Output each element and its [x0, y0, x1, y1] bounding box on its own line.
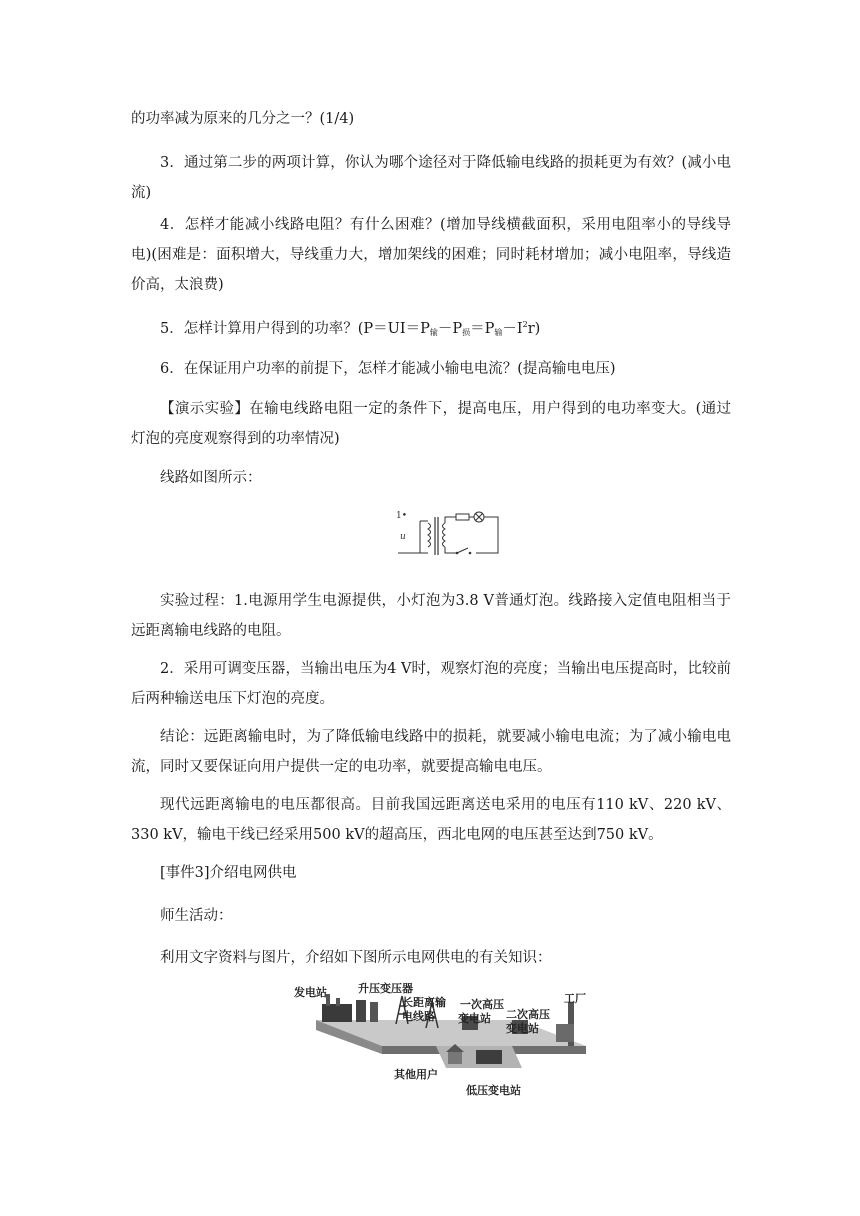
- paragraph-demo-experiment: 【演示实验】在输电线路电阻一定的条件下，提高电压，用户得到的电功率变大。(通过灯泡的亮度观察得到的功率情况): [131, 401, 731, 447]
- secondary-coil: [443, 523, 446, 547]
- paragraph-activity: 师生活动：: [160, 908, 233, 924]
- switch-contact: [469, 552, 472, 555]
- paragraph-step-2: 2．采用可调变压器，当输出电压为4 V时，观察灯泡的亮度；当输出电压提高时，比较前后两种输送电压下灯泡的亮度。: [131, 661, 731, 707]
- circuit-label-top: 1•: [396, 511, 408, 521]
- label-secondary-substation-2: 变电站: [506, 1022, 539, 1035]
- resistor: [456, 514, 469, 520]
- primary-coil: [428, 523, 431, 547]
- chimney-icon: [336, 998, 340, 1006]
- circuit-diagram: [394, 507, 506, 569]
- label-low-voltage-substation: 低压变电站: [466, 1084, 521, 1097]
- paragraph-question-3: 3．通过第二步的两项计算，你认为哪个途径对于降低输电线路的损耗更为有效？(减小电流): [131, 155, 731, 201]
- paragraph-question-5: 5．怎样计算用户得到的功率？$(P=UI=P_输-P_损=P_输-I^2r)$: [160, 320, 541, 337]
- paragraph-question-4: 4．怎样才能减小线路电阻？有什么困难？(增加导线横截面积，采用电阻率小的导线导电)(困难是：面积增大，导线重力大，增加架线的困难；同时耗材增加；减小电阻率，导线造价高，太浪费): [131, 217, 731, 293]
- factory-icon: [556, 1024, 574, 1042]
- paragraph-event-3: [事件3]介绍电网供电: [160, 865, 297, 881]
- step-up-transformer-icon: [356, 1000, 366, 1022]
- label-factory: 工厂: [564, 992, 586, 1005]
- paragraph-1: 的功率减为原来的几分之一？(1/4): [131, 111, 355, 127]
- paragraph-question-6: 6．在保证用户功率的前提下，怎样才能减小输电电流？(提高输电电压): [160, 361, 616, 377]
- house-icon: [448, 1052, 462, 1064]
- top-wire-left: [445, 517, 456, 523]
- power-grid-illustration: [286, 980, 586, 1102]
- label-step-up-transformer: 升压变压器: [358, 982, 413, 995]
- label-other-users: 其他用户: [394, 1068, 438, 1081]
- label-power-plant: 发电站: [294, 986, 327, 999]
- label-long-line-2: 电线路: [402, 1010, 435, 1023]
- label-primary-substation-2: 变电站: [458, 1012, 491, 1025]
- switch-icon: [457, 548, 468, 553]
- low-voltage-substation-icon: [476, 1050, 502, 1064]
- paragraph-grid-intro: 利用文字资料与图片，介绍如下图所示电网供电的有关知识：: [160, 950, 552, 966]
- step-up-transformer-icon: [370, 1002, 378, 1022]
- label-secondary-substation-1: 二次高压: [506, 1008, 550, 1021]
- paragraph-conclusion: 结论：远距离输电时，为了降低输电线路中的损耗，就要减小输电电流；为了减小输电电流，同时又要保证向用户提供一定的电功率，就要提高输电电压。: [131, 729, 731, 775]
- circuit-label-mid: u: [400, 532, 406, 542]
- paragraph-experiment-process: 实验过程：1.电源用学生电源提供，小灯泡为3.8 V普通灯泡。线路接入定值电阻相当于远距离输电线路的电阻。: [131, 593, 731, 639]
- paragraph-circuit-intro: 线路如图所示：: [160, 470, 262, 486]
- bottom-wire-left: [445, 547, 456, 553]
- label-primary-substation-1: 一次高压: [460, 998, 504, 1011]
- label-long-line-1: 长距离输: [402, 996, 446, 1009]
- source-connector: [420, 521, 428, 553]
- power-plant-building: [322, 1004, 352, 1022]
- paragraph-voltage-levels: 现代远距离输电的电压都很高。目前我国远距离送电采用的电压有110 kV、220 kV、330 kV，输电干线已经采用500 kV的超高压，西北电网的电压甚至达到750 kV。: [131, 797, 731, 843]
